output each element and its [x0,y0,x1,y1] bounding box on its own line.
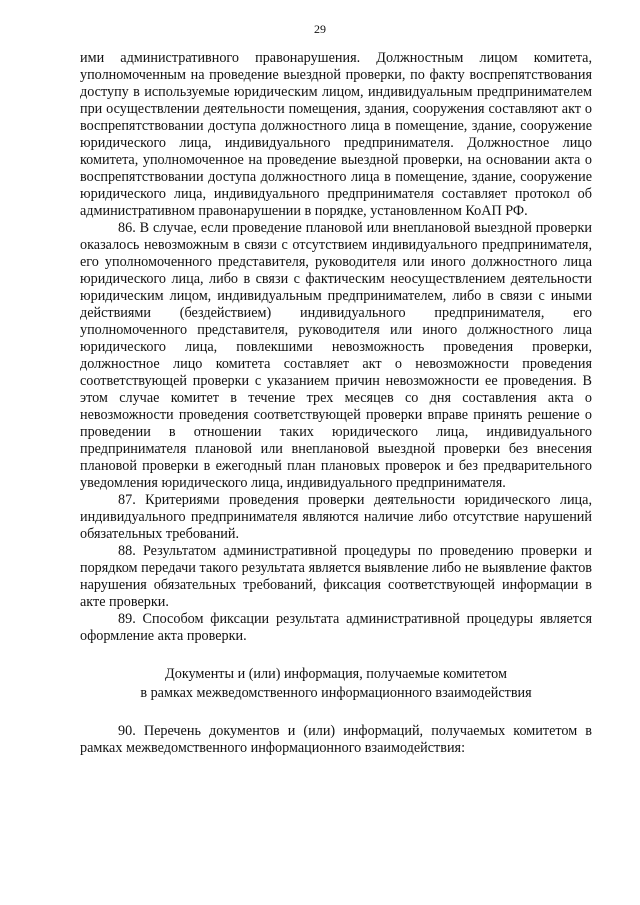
section-heading [80,665,592,703]
paragraph-88: 88. Результатом административной процедуры по проведению проверки и порядком передачи такого результата является выявление либо не выявление фактов нарушения обязательных требований, фиксация соответствующей информации в акте проверки. [80,543,592,610]
page-number: 29 [314,22,326,36]
paragraph-85-continuation: ими административного правонарушения. Должностным лицом комитета, уполномоченным на проведение выездной проверки, по факту воспрепятствования доступу в используемые юридическим лицом, индивидуальным предпринимателем при осуществлении деятельности помещения, здания, сооружения составляют акт о воспрепятствовании доступа должностного лица в помещение, здание, сооружение юридического лица, индивидуального предпринимателя. Должностное лицо комитета, уполномоченное на проведение выездной проверки, на основании акта о воспрепятствовании доступа должностного лица в помещение, здание, сооружение юридического лица, индивидуального предпринимателя составляет протокол об административном правонарушении в порядке, установленном КоАП РФ. [80,50,592,219]
paragraph-87: 87. Критериями проведения проверки деятельности юридического лица, индивидуального предпринимателя являются наличие либо отсутствие нарушений обязательных требований. [80,492,592,542]
section-heading-line-2: в рамках межведомственного информационного взаимодействия [140,685,532,701]
paragraph-86: 86. В случае, если проведение плановой или внеплановой выездной проверки оказалось невозможным в связи с отсутствием индивидуального предпринимателя, его уполномоченного представителя, руководителя или иного должностного лица юридического лица, либо в связи с фактическим неосуществлением деятельности юридическим лицом, индивидуальным предпринимателем, либо в связи с иными действиями (бездействием) индивидуального предпринимателя, его уполномоченного представителя, руководителя или иного должностного лица юридического лица, повлекшими невозможность проведения проверки, должностное лицо комитета составляет акт о невозможности проведения соответствующей проверки с указанием причин невозможности ее проведения. В этом случае комитет в течение трех месяцев со дня составления акта о невозможности проведения соответствующей проверки вправе принять решение о проведении в отношении таких юридического лица, индивидуального предпринимателя плановой или внеплановой выездной проверки без внесения плановой проверки в ежегодный план плановых проверок и без предварительного уведомления юридического лица, индивидуального предпринимателя. [80,220,592,491]
paragraph-89: 89. Способом фиксации результата административной процедуры является оформление акта проверки. [80,611,592,644]
section-heading-line-1: Документы и (или) информация, получаемые комитетом [165,666,507,682]
paragraph-90: 90. Перечень документов и (или) информаций, получаемых комитетом в рамках межведомственного информационного взаимодействия: [80,723,592,756]
document-body [80,50,592,757]
